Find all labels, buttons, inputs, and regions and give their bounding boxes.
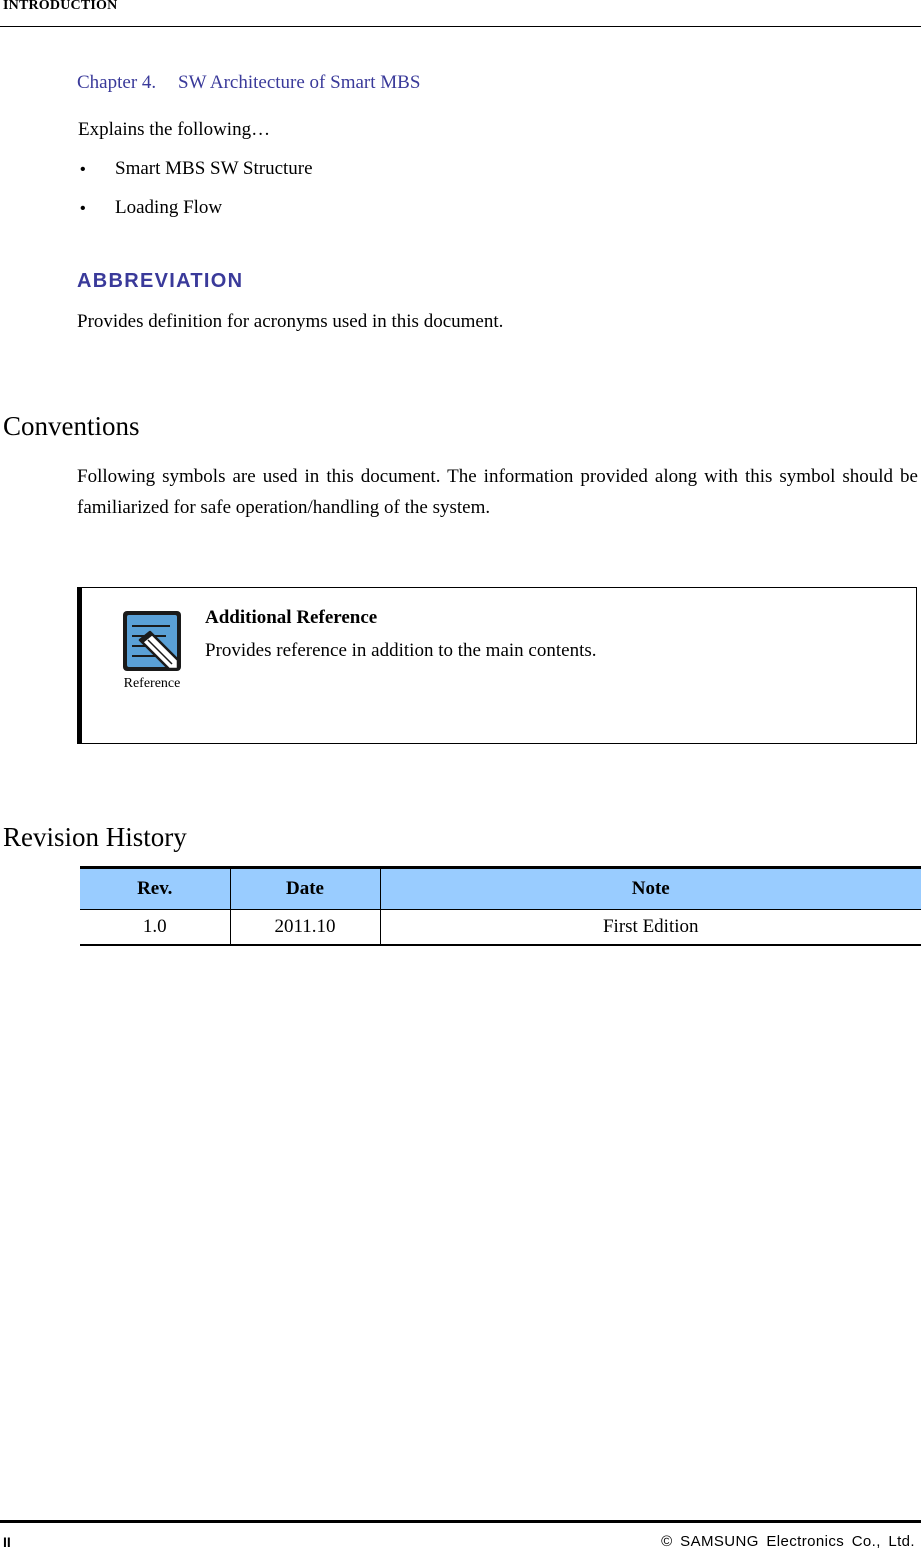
list-item — [80, 158, 313, 180]
table-header-row — [80, 868, 921, 910]
reference-icon-label: Reference — [123, 676, 181, 691]
reference-box — [77, 587, 917, 744]
list-item — [80, 197, 222, 219]
chapter-title — [77, 72, 420, 94]
column-header-rev: Rev. — [80, 868, 230, 910]
header-rule — [0, 26, 921, 27]
conventions-text: Following symbols are used in this document. The information provided along with this symbol should be familiarized for safe operation/handling of the system. — [77, 466, 918, 518]
table-row — [80, 910, 921, 946]
chapter-intro: Explains the following… — [78, 119, 271, 140]
chapter-name: SW Architecture of Smart MBS — [178, 72, 421, 93]
chapter-number: Chapter 4. — [77, 72, 157, 93]
revision-history-heading: Revision History — [3, 822, 187, 852]
running-header: INTRODUCTION — [3, 0, 118, 13]
revision-table — [80, 866, 921, 946]
abbreviation-heading: ABBREVIATION — [77, 270, 244, 292]
list-item-text: Loading Flow — [115, 197, 223, 218]
column-header-note: Note — [380, 868, 921, 910]
conventions-heading: Conventions — [3, 411, 140, 441]
cell-date: 2011.10 — [230, 910, 380, 946]
page-number: II — [3, 1534, 11, 1550]
cell-note: First Edition — [380, 910, 921, 946]
abbreviation-text: Provides definition for acronyms used in this document. — [77, 311, 504, 332]
bullet-icon: • — [80, 161, 86, 178]
copyright-notice: © SAMSUNG Electronics Co., Ltd. — [661, 1533, 915, 1550]
bullet-icon: • — [80, 200, 86, 217]
reference-pen-icon — [122, 610, 182, 672]
list-item-text: Smart MBS SW Structure — [115, 158, 313, 179]
cell-rev: 1.0 — [80, 910, 230, 946]
reference-description: Provides reference in addition to the main contents. — [205, 640, 597, 661]
footer-rule — [0, 1520, 921, 1523]
reference-title: Additional Reference — [205, 607, 378, 628]
column-header-date: Date — [230, 868, 380, 910]
